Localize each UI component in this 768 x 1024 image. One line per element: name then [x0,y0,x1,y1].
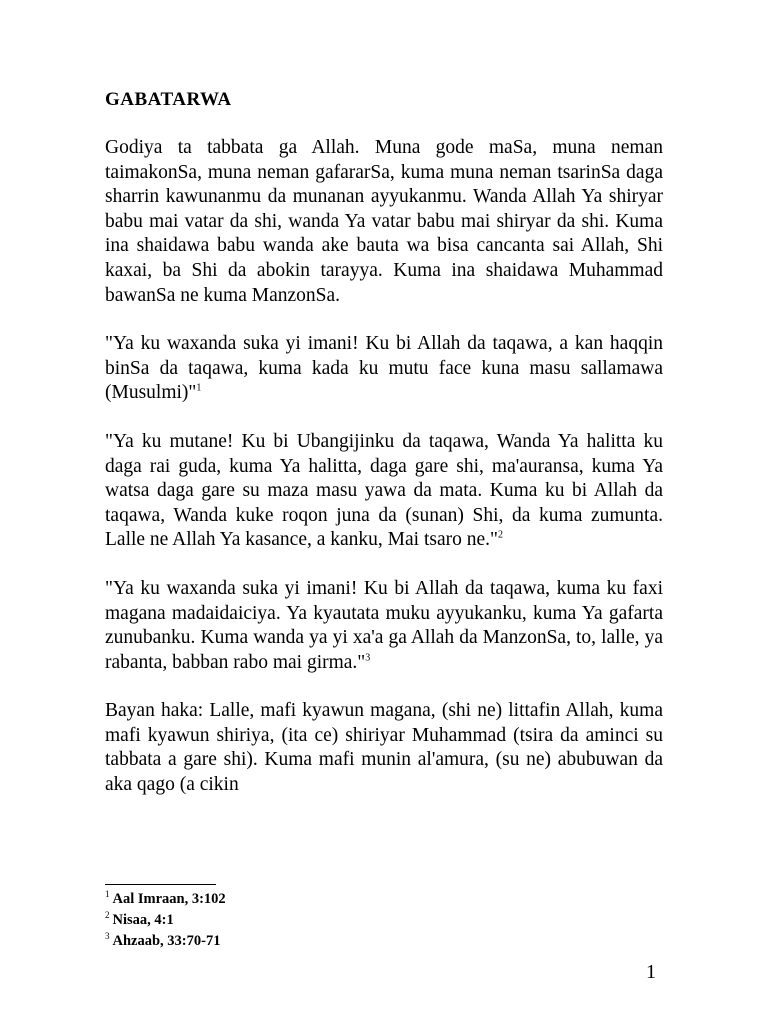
footnote-number: 2 [105,910,110,921]
footnote-number: 3 [105,931,110,942]
footnote-ref: 2 [497,529,503,541]
footnote-item [105,910,226,931]
paragraph-text: "Ya ku waxanda suka yi imani! Ku bi Allah da taqawa, a kan haqqin binSa da taqawa, kuma kada ku mutu face kuna masu sallamawa (Musulmi)" [105,333,663,404]
footnote-separator [105,884,216,885]
paragraph-quote-1 [105,332,663,406]
footnote-text: Nisaa, 4:1 [112,912,174,928]
paragraph-text: "Ya ku mutane! Ku bi Ubangijinku da taqawa, Wanda Ya halitta ku daga rai guda, kuma Ya halitta, daga gare shi, ma'auransa, kuma Ya watsa daga gare su maza masu yawa da mata. Kuma ku bi Allah da taqawa, Wanda kuke roqon juna da (sunan) Shi, da kuma zumunta. Lalle ne Allah Ya kasance, a kanku, Mai tsaro ne." [105,430,663,551]
page-number: 1 [646,961,656,983]
footnote-number: 1 [105,889,110,900]
page-heading: GABATARWA [105,89,232,110]
footnote-text: Ahzaab, 33:70-71 [112,933,221,949]
paragraph-text: Bayan haka: Lalle, mafi kyawun magana, (shi ne) littafin Allah, kuma mafi kyawun shiriya, (ita ce) shiriyar Muhammad (tsira da aminci su tabbata a gare shi). Kuma mafi munin al'amura, (su ne) abubuwan da aka qago (a cikin [105,700,663,796]
paragraph-praise [105,136,663,308]
paragraph-quote-2 [105,430,663,553]
footnote-item [105,889,226,910]
footnote-ref: 1 [196,382,202,394]
footnote-ref: 3 [365,652,371,664]
footnotes [105,889,226,952]
document-body [105,88,663,797]
footnote-text: Aal Imraan, 3:102 [112,891,226,907]
paragraph-text: Godiya ta tabbata ga Allah. Muna gode maSa, muna neman taimakonSa, muna neman gafararSa, kuma muna neman tsarinSa daga sharrin kawunanmu da munanan ayyukanmu. Wanda Allah Ya shiryar babu mai vatar da shi, wanda Ya vatar babu mai shiryar da shi. Kuma ina shaidawa babu wanda ake bauta wa bisa cancanta sai Allah, Shi kaxai, ba Shi da abokin tarayya. Kuma ina shaidawa Muhammad bawanSa ne kuma ManzonSa. [105,137,663,306]
paragraph-text: "Ya ku waxanda suka yi imani! Ku bi Allah da taqawa, kuma ku faxi magana madaidaiciya. Ya kyautata muku ayyukanku, kuma Ya gafarta zunubanku. Kuma wanda ya yi xa'a ga Allah da ManzonSa, to, lalle, ya rabanta, babban rabo mai girma." [105,577,663,673]
paragraph-bayan-haka [105,699,663,797]
paragraph-quote-3 [105,577,663,675]
footnote-item [105,931,226,952]
